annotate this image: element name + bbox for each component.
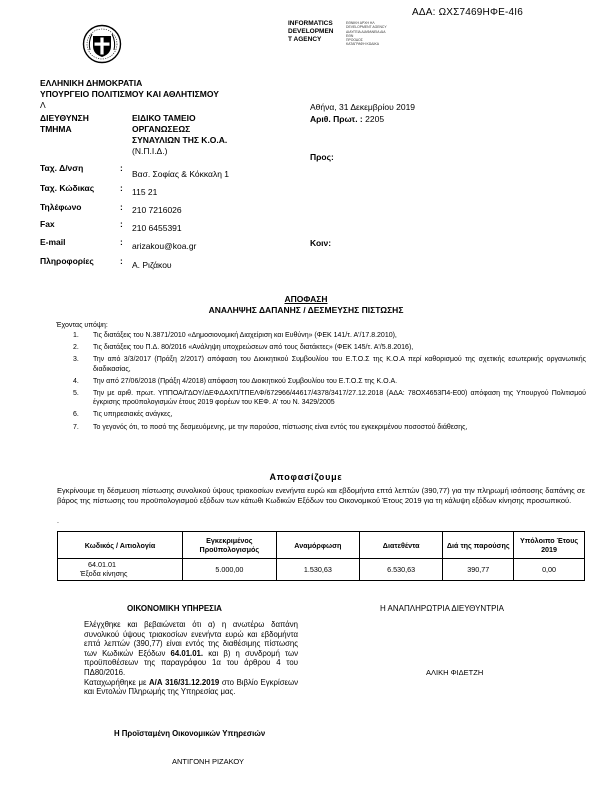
info-label: Πληροφορίες bbox=[40, 256, 94, 266]
list-number: 7. bbox=[73, 423, 79, 431]
address-value: Βασ. Σοφίας & Κόκκαλη 1 bbox=[132, 169, 230, 179]
logo-small-line: ΔΙΑΥΓΕΙΑ ΔΙΑΦΑΝΕΙΑ ΔΙΑ bbox=[346, 29, 386, 34]
logo-line: T AGENCY bbox=[288, 36, 322, 43]
direction-label: ΔΙΕΥΘΥΝΣΗ bbox=[40, 113, 89, 123]
list-item bbox=[56, 331, 586, 340]
colon: : bbox=[120, 256, 123, 266]
decision-text: Εγκρίνουμε τη δέσμευση πίστωσης συνολικού ύψους τριακοσίων ενενήντα ευρώ και εβδομήντα επτά λεπτών (390,77) για την πληρωμή ισόποσης δαπάνης σε βάρος της πίστωσης του προϋπολογισμού εξόδων των κάτωθι Κωδικών Εξόδων του Οικονομικού Έτους 2019 για τη κάλυψη εξόδων κίνησης προσωπικού. bbox=[57, 486, 585, 505]
email-value[interactable]: arizakou@koa.gr bbox=[132, 241, 197, 251]
fax-label: Fax bbox=[40, 219, 55, 229]
decision-title: ΑΠΟΦΑΣΗ bbox=[284, 294, 328, 304]
greek-emblem-icon bbox=[82, 24, 122, 64]
info-value: Α. Ριζάκου bbox=[132, 260, 172, 270]
list-number: 5. bbox=[73, 390, 79, 398]
list-number: 6. bbox=[73, 411, 79, 419]
issuer-state: ΕΛΛΗΝΙΚΗ ΔΗΜΟΚΡΑΤΙΑ bbox=[40, 78, 143, 88]
list-text: Τις υπηρεσιακές ανάγκες, bbox=[93, 411, 173, 419]
document-date: Αθήνα, 31 Δεκεμβρίου 2019 bbox=[310, 102, 416, 112]
issuer-ministry: ΥΠΟΥΡΓΕΙΟ ΠΟΛΙΤΙΣΜΟΥ ΚΑΙ ΑΘΛΗΤΙΣΜΟΥ bbox=[40, 89, 219, 99]
list-item bbox=[56, 343, 586, 352]
email-label: E-mail bbox=[40, 237, 66, 247]
protocol-label: Αριθ. Πρωτ. : bbox=[310, 114, 363, 124]
agency-logo-text bbox=[288, 20, 334, 44]
protocol-number bbox=[310, 114, 384, 124]
logo-small-line: DEVELOPMENT AGENCY bbox=[346, 25, 387, 30]
list-item bbox=[56, 377, 586, 386]
agency-logo-small bbox=[346, 21, 406, 47]
table-header-row bbox=[58, 532, 585, 559]
logo-small-line: ΕΘΝΙΚΗ ΑΡΧΗ ΗΛ bbox=[346, 21, 375, 25]
considerations-list bbox=[56, 331, 586, 432]
fax-value: 210 6455391 bbox=[132, 223, 182, 233]
col-header-allocated: Διατεθέντα bbox=[360, 532, 443, 559]
finance-text-part: Ελέγχθηκε και βεβαιώνεται ότι α) η ανωτέρω δαπάνη συνολικού ύψους τριακοσίων ενενήντα ευρώ και εβδομήντα επτά λεπτών (390,77) είναι εντός της διαθέσιμης πίστωσης των Κωδικών Εξόδων bbox=[84, 620, 298, 658]
col-header-current: Διά της παρούσης bbox=[443, 532, 514, 559]
table-row bbox=[58, 559, 585, 581]
logo-small-line: ΚΑΤΑΓΡΑΦΗ ΚΩΔΙΚΑ bbox=[346, 42, 380, 47]
cell-allocated: 6.530,63 bbox=[360, 559, 443, 581]
section-label: ΤΜΗΜΑ bbox=[40, 124, 72, 134]
list-text: Τις διατάξεις του Π.Δ. 80/2016 «Ανάληψη υποχρεώσεων από τους διατάκτες» (ΦΕΚ 145/τ. Α'/5.8.2016), bbox=[93, 344, 414, 352]
list-number: 4. bbox=[73, 377, 79, 385]
protocol-value: 2205 bbox=[365, 114, 385, 124]
colon: : bbox=[120, 163, 123, 173]
logo-line: INFORMATICS bbox=[288, 20, 333, 27]
list-text: Την από 3/3/2017 (Πράξη 2/2017) απόφαση του Διοικητικού Συμβουλίου του Ε.Τ.Ο.Σ της Κ.Ο.Α περί καθορισμού της σχετικής εσωτερικής οργανωτικής διαδικασίας, bbox=[93, 356, 586, 373]
cell-current: 390,77 bbox=[443, 559, 514, 581]
colon: : bbox=[120, 202, 123, 212]
considering-label: Έχοντας υπόψη: bbox=[56, 322, 108, 329]
phone-value: 210 7216026 bbox=[132, 205, 182, 215]
finance-text bbox=[84, 620, 298, 697]
cell-remaining: 0,00 bbox=[514, 559, 585, 581]
finance-signer: ΑΝΤΙΓΟΝΗ ΡΙΖΑΚΟΥ bbox=[172, 757, 245, 766]
cc-label: Κοιν: bbox=[310, 238, 332, 248]
issuer-extra: Λ bbox=[40, 100, 46, 110]
zip-label: Ταχ. Κώδικας bbox=[40, 183, 95, 193]
director-title: Η ΑΝΑΠΛΗΡΩΤΡΙΑ ΔΙΕΥΘΥΝΤΡΙΑ bbox=[380, 604, 504, 613]
finance-registry: Α/Α 316/31.12.2019 bbox=[149, 677, 220, 687]
cell-code bbox=[58, 559, 183, 581]
finance-head-title: Η Προϊσταμένη Οικονομικών Υπηρεσιών bbox=[114, 729, 266, 738]
dept-labels bbox=[40, 113, 89, 135]
list-number: 1. bbox=[73, 332, 79, 339]
decision-subtitle: ΑΝΑΛΗΨΗΣ ΔΑΠΑΝΗΣ / ΔΕΣΜΕΥΣΗΣ ΠΙΣΤΩΣΗΣ bbox=[208, 305, 404, 315]
code-description: Έξοδα κίνησης bbox=[80, 568, 128, 578]
cell-approved: 5.000,00 bbox=[182, 559, 276, 581]
logo-line: DEVELOPMEN bbox=[288, 28, 334, 35]
dept-name bbox=[132, 113, 227, 157]
list-text: Το γεγονός ότι, το ποσό της δεσμευόμενης, με την παρούσα, πίστωσης είναι εντός του εγκεκριμένου ποσοστού διάθεσης, bbox=[93, 423, 468, 431]
dept-name-line: ΟΡΓΑΝΩΣΕΩΣ bbox=[132, 124, 191, 134]
finance-title: ΟΙΚΟΝΟΜΙΚΗ ΥΠΗΡΕΣΙΑ bbox=[127, 604, 222, 613]
list-text: Την με αριθ. πρωτ. ΥΠΠΟΑ/ΓΔΟΥ/ΔΕΦΔΑΧΠ/ΤΠΕΛΦ/672966/44617/4378/3417/27.12.2018 (ΑΔΑ: 78ΟΧ4653Π4-Ε00) απόφαση της Υπουργού Πολιτισμού έγκρισης προϋπολογισμών έτους 2019 φορέων του ΚΕΦ. Α' του Ν. 3429/2005 bbox=[93, 390, 586, 407]
finance-text-part: και β) η συνδρομή των προϋποθέσεων της παραγράφου 1α του άρθρου 4 του ΠΔ80/2016. bbox=[84, 648, 298, 677]
cell-reform: 1.530,63 bbox=[276, 559, 359, 581]
col-header-remaining: Υπόλοιπο Έτους 2019 bbox=[514, 532, 585, 559]
finance-code: 64.01.01. bbox=[170, 648, 204, 658]
list-number: 3. bbox=[73, 356, 79, 364]
phone-label: Τηλέφωνο bbox=[40, 202, 82, 212]
list-number: 2. bbox=[73, 344, 79, 352]
finance-text-part: Καταχωρήθηκε με bbox=[84, 677, 147, 687]
col-header-code: Κωδικός / Αιτιολογία bbox=[58, 532, 183, 559]
finance-text-part: στο Βιβλίο Εγκρίσεων και Εντολών Πληρωμής της Υπηρεσίας μας. bbox=[84, 677, 298, 697]
list-item bbox=[56, 423, 586, 432]
logo-small-line: ΠΡΟΟΔΟΣ bbox=[346, 38, 363, 43]
list-text: Τις διατάξεις του Ν.3871/2010 «Δημοσιονομική Διαχείριση και Ευθύνη» (ΦΕΚ 141/τ. Α'/17.8.2010), bbox=[93, 332, 397, 339]
decide-heading: Αποφασίζουμε bbox=[269, 472, 343, 482]
dept-name-line: ΕΙΔΙΚΟ ΤΑΜΕΙΟ bbox=[132, 113, 196, 123]
colon: : bbox=[120, 237, 123, 247]
dept-name-line: ΣΥΝΑΥΛΙΩΝ ΤΗΣ Κ.Ο.Α. bbox=[132, 135, 228, 145]
col-header-approved: Εγκεκριμένος Προϋπολογισμός bbox=[182, 532, 276, 559]
list-item bbox=[56, 355, 586, 373]
colon: : bbox=[120, 183, 123, 193]
zip-value: 115 21 bbox=[132, 187, 158, 197]
code-value: 64.01.01 bbox=[88, 560, 116, 569]
col-header-reform: Αναμόρφωση bbox=[276, 532, 359, 559]
director-name: ΑΛΙΚΗ ΦΙΔΕΤΖΗ bbox=[426, 668, 484, 677]
dept-name-line: (Ν.Π.Ι.Δ.) bbox=[132, 146, 168, 156]
ada-code: ΑΔΑ: ΩΧΣ7469ΗΦΕ-4Ι6 bbox=[412, 7, 524, 18]
dot-mark: . bbox=[57, 518, 59, 525]
colon: : bbox=[120, 219, 123, 229]
list-item bbox=[56, 389, 586, 407]
address-label: Ταχ. Δ/νση bbox=[40, 163, 84, 173]
list-text: Την από 27/06/2018 (Πράξη 4/2018) απόφαση του Διοικητικού Συμβουλίου του Ε.Τ.Ο.Σ της Κ.Ο.Α. bbox=[93, 377, 398, 385]
recipient-label: Προς: bbox=[310, 152, 334, 162]
issuer-header bbox=[40, 78, 219, 111]
list-item bbox=[56, 410, 586, 419]
budget-table bbox=[57, 531, 585, 581]
logo-small-line: ΕΘΝ bbox=[346, 33, 354, 38]
